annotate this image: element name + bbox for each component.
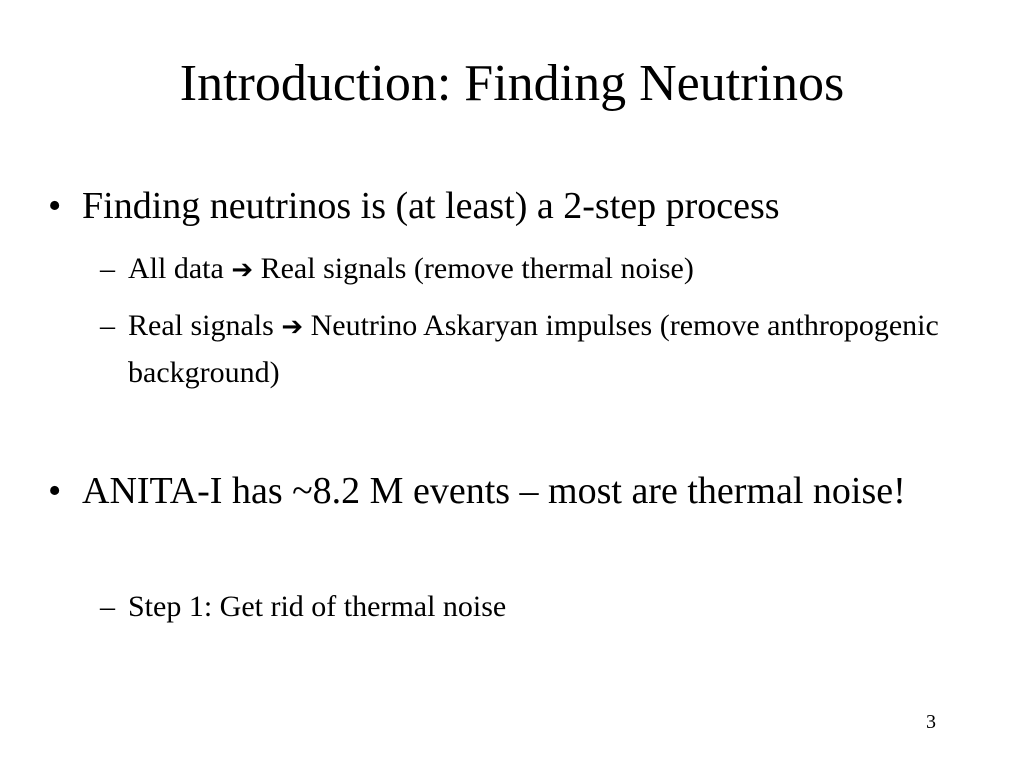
sub-bullet-text-after: Neutrino Askaryan impulses (remove anthropogenic background) bbox=[128, 309, 939, 389]
sub-bullet-text-after: Real signals (remove thermal noise) bbox=[260, 252, 694, 285]
bullet-marker: • bbox=[48, 470, 62, 512]
sub-bullet-text-before: All data bbox=[128, 252, 224, 285]
sub-bullet-text bbox=[128, 246, 988, 293]
sub-bullet-marker: – bbox=[100, 590, 115, 623]
sub-bullet-marker: – bbox=[100, 309, 115, 342]
bullet-text: Finding neutrinos is (at least) a 2-step process bbox=[82, 185, 780, 227]
bullet-marker: • bbox=[48, 185, 62, 227]
sub-bullet-text-before: Real signals bbox=[128, 309, 274, 342]
arrow-right-icon: ➔ bbox=[231, 255, 254, 285]
page-number: 3 bbox=[926, 711, 936, 733]
slide-title: Introduction: Finding Neutrinos bbox=[179, 55, 845, 112]
arrow-right-icon: ➔ bbox=[281, 312, 304, 342]
sub-bullet-text bbox=[128, 303, 988, 395]
bullet-text: ANITA-I has ~8.2 M events – most are thermal noise! bbox=[82, 470, 906, 512]
sub-bullet-text: Step 1: Get rid of thermal noise bbox=[128, 590, 507, 623]
sub-bullet-marker: – bbox=[100, 252, 115, 285]
